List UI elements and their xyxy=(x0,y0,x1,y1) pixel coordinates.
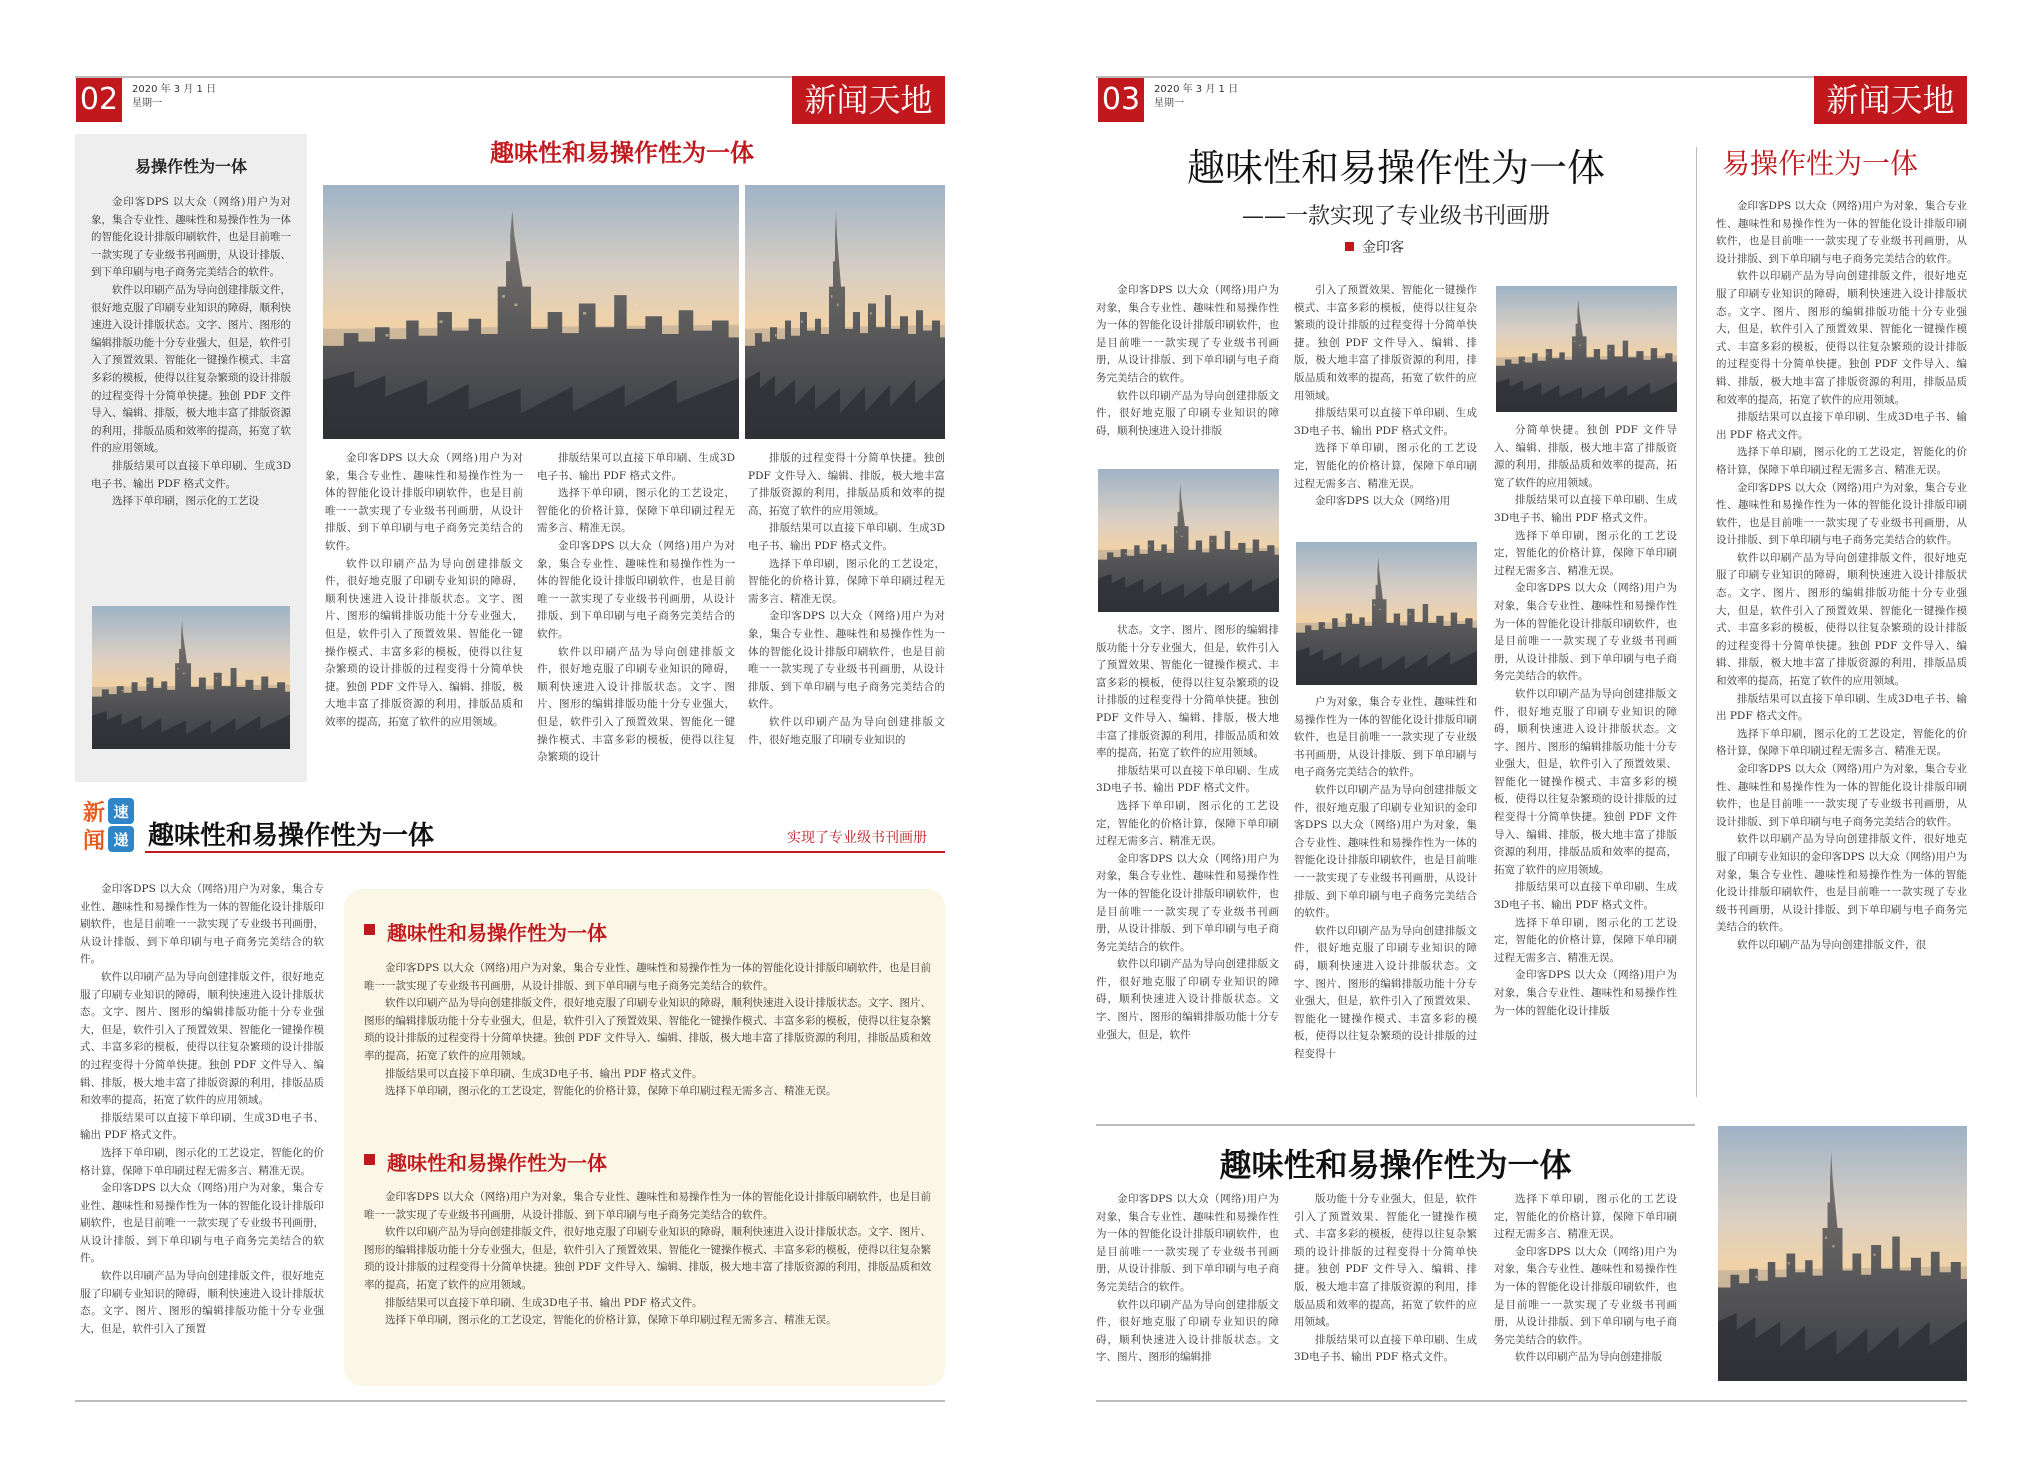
paragraph: 排版结果可以直接下单印刷、生成3D电子书、输出 PDF 格式文件。 xyxy=(748,522,945,552)
paragraph: 排版结果可以直接下单印刷、生成3D电子书、输出 PDF 格式文件。 xyxy=(1716,411,1967,441)
date-text: 2020 年 3 月 1 日 xyxy=(1154,84,1239,95)
article-column-3 xyxy=(1494,422,1677,1107)
news-express-logo xyxy=(80,796,138,854)
paragraph: 金印客DPS 以大众（网络)用户为对象，集合专业性、趣味性和易操作性为一体的智能化设计排版印刷软件，也是目前唯一一款实现了专业级书刊画册，从设计排版、到下单印刷与电子商务完美结合的软件。 xyxy=(80,883,324,966)
paragraph: 选择下单印刷，图示化的工艺设定，智能化的价格计算，保障下单印刷过程无需多言、精准无误。 xyxy=(1716,446,1967,476)
news-subtitle: 实现了专业级书刊画册 xyxy=(787,830,927,846)
bullet-square xyxy=(364,1154,375,1165)
sidebar-body xyxy=(91,194,291,572)
paragraph: 软件以印刷产品为导向创建排版文件，很好地克服了印刷专业知识的障碍，顺利快速进入设计排版状态。文字、图片、图形的编辑排版功能十分专业强大，但是，软件引入了预置效果、智能化一键操作模式、丰富多彩的模板，使得以往复杂繁琐的设计排版的过程变得十分简单快捷。独创 PDF 文件导入、编辑、排版，极大地丰富了排版资源的利用，排版品质和效率的提高，拓宽了软件的应用领域。 xyxy=(325,557,523,728)
bullet-square xyxy=(1345,242,1354,251)
paragraph: 软件以印刷产品为导向创建排版文件，很好地克服了印刷专业知识的障碍，顺利快速进入设计排版状态。文字、图片、图形的编辑排版功能十分专业强大，但是，软件引入了预置效果、智能化一键操作模式、丰富多彩的模板，使得以往复杂繁琐的设计排版的过程变得十分简单快捷。独创 PDF 文件导入、编辑、排版，极大地丰富了排版资源的利用，排版品质和效率的提高，拓宽了软件的应用领域。 xyxy=(364,997,931,1062)
paragraph: 排版的过程变得十分简单快捷。独创 PDF 文件导入、编辑、排版，极大地丰富了排版资源的利用，排版品质和效率的提高，拓宽了软件的应用领域。 xyxy=(748,452,945,517)
page-number: 03 xyxy=(1098,78,1144,122)
paragraph: 状态。文字、图片、图形的编辑排版功能十分专业强大，但是，软件引入了预置效果、智能化一键操作模式、丰富多彩的模板，使得以往复杂繁琐的设计排版的过程变得十分简单快捷。独创 PDF 文件导入、编辑、排版，极大地丰富了排版资源的利用，排版品质和效率的提高，拓宽了软件的应用领域。 xyxy=(1096,624,1279,760)
feature-title: 趣味性和易操作性为一体 xyxy=(387,1151,607,1175)
footer-rule xyxy=(75,1400,945,1402)
paragraph: 金印客DPS 以大众（网络)用户为对象，集合专业性、趣味性和易操作性为一体的智能化设计排版印刷软件，也是目前唯一一款实现了专业级书刊画册，从设计排版、到下单印刷与电子商务完美结合的软件。 xyxy=(1716,763,1967,828)
feature-title: 趣味性和易操作性为一体 xyxy=(387,921,607,945)
paragraph: 选择下单印刷，图示化的工艺设定，智能化的价格计算，保障下单印刷过程无需多言、精准无误。 xyxy=(1716,727,1967,758)
paragraph: 软件以印刷产品为导向创建排版文件，很好地克服了印刷专业知识的金印客DPS 以大众（网络)用户为对象，集合专业性、趣味性和易操作性为一体的智能化设计排版印刷软件，也是目前唯一一款实现了专业级书刊画册，从设计排版、到下单印刷与电子商务完美结合的软件。 xyxy=(1716,833,1967,934)
paragraph: 软件以印刷产品为导向创建排版文件，很好地克服了印刷专业知识的障碍，顺利快速进入设计排版 xyxy=(1096,389,1279,437)
paragraph: 软件以印刷产品为导向创建排版文件，很好地克服了印刷专业知识的障碍，顺利快速进入设计排版状态。文字、图片、图形的编辑排版功能十分专业强大，但是，软件引入了预置效果、智能化一键操作模式、丰富多彩的模板，使得以往复杂繁琐的设计排版的过程变得十分简单快捷。独创 PDF 文件导入、编辑、排版，极大地丰富了排版资源的利用，排版品质和效率的提高，拓宽了软件的应用领域。 xyxy=(1494,687,1677,876)
paragraph: 排版结果可以直接下单印刷、生成3D电子书、输出 PDF 格式文件。 xyxy=(1294,407,1477,437)
logo-char: 闻 xyxy=(82,829,106,854)
headline-subtitle: ——一款实现了专业级书刊画册 xyxy=(1241,204,1550,229)
city-photo xyxy=(745,185,945,439)
city-photo xyxy=(1098,469,1279,612)
paragraph: 软件以印刷产品为导向创建排版文件，很好地克服了印刷专业知识的障碍，顺利快速进入设计排版状态。文字、图片、图形的编辑排版功能十分专业强大，但是，软件引入了预置效果、智能化一键操作模式、丰富多彩的模板，使得以往复杂繁琐的设计排版的过程变得十分简单快捷。独创 PDF 文件导入、编辑、排版，极大地丰富了排版资源的利用，排版品质和效率的提高，拓宽了软件的应用领域。 xyxy=(80,970,324,1107)
paragraph: 排版结果可以直接下单印刷、生成3D电子书、输出 PDF 格式文件。 xyxy=(537,452,735,482)
bottom-column-1 xyxy=(1096,1191,1279,1387)
feature-body xyxy=(364,1189,931,1339)
paragraph: 软件以印刷产品为导向创建排版文件，很好地克服了印刷专业知识的障碍，顺利快速进入设计排版状态。文字、图片、图形的编辑排版功能十分专业强大，但是，软件引入了预置效果、智能化一键操作模式、丰富多彩的模板，使得以往复杂繁琐的设计排版的过程变得十分简单快捷。独创 PDF 文件导入、编辑、排版，极大地丰富了排版资源的利用，排版品质和效率的提高，拓宽了软件的应用领域。 xyxy=(91,283,291,455)
paragraph: 软件以印刷产品为导向创建排版文件，很好地克服了印刷专业知识的金印客DPS 以大众（网络)用户为对象，集合专业性、趣味性和易操作性为一体的智能化设计排版印刷软件，也是目前唯一一款实现了专业级书刊画册，从设计排版、到下单印刷与电子商务完美结合的软件。 xyxy=(1294,783,1477,920)
article-column-1a xyxy=(1096,282,1279,462)
paragraph: 排版结果可以直接下单印刷、生成3D电子书、输出 PDF 格式文件。 xyxy=(1096,764,1279,795)
section-title: 新闻天地 xyxy=(792,76,945,124)
page-number: 02 xyxy=(76,78,122,122)
paragraph: 金印客DPS 以大众（网络)用户为对象，集合专业性、趣味性和易操作性为一体的智能化设计排版印刷软件，也是目前唯一一款实现了专业级书刊画册，从设计排版、到下单印刷与电子商务完美结合的软件。 xyxy=(364,1191,931,1221)
paragraph: 选择下单印刷，图示化的工艺设定，智能化的价格计算，保障下单印刷过程无需多言、精准无误。 xyxy=(385,1085,837,1098)
paragraph: 软件以印刷产品为导向创建排版文件，很好地克服了印刷专业知识的障碍，顺利快速进入设计排版状态。文字、图片、图形的编辑排版功能十分专业强大，但是，软件引入了预置效果、智能化一键操作模式、丰富多彩的模板，使得以往复杂繁琐的设计排版的过程变得十分简单快捷。独创 PDF 文件导入、编辑、排版，极大地丰富了排版资源的利用，排版品质和效率的提高，拓宽了软件的应用领域。 xyxy=(1716,551,1967,688)
paragraph: 金印客DPS 以大众（网络)用户为对象，集合专业性、趣味性和易操作性为一体的智能化设计排版印刷软件，也是目前唯一一款实现了专业级书刊画册，从设计排版、到下单印刷与电子商务完美结合的软件。 xyxy=(91,196,291,279)
paragraph: 选择下单印刷，图示化的工艺设定，智能化的价格计算，保障下单印刷过程无需多言、精准无误。 xyxy=(748,557,945,605)
paragraph: 排版结果可以直接下单印刷、生成3D电子书、输出 PDF 格式文件。 xyxy=(91,459,291,490)
article-column-2a xyxy=(1294,282,1477,532)
side-title: 易操作性为一体 xyxy=(1722,147,1919,180)
article-column-1 xyxy=(325,450,523,770)
paragraph: 排版结果可以直接下单印刷、生成3D电子书、输出 PDF 格式文件。 xyxy=(385,1067,703,1080)
paragraph: 金印客DPS 以大众（网络)用户为对象，集合专业性、趣味性和易操作性为一体的智能化设计排版印刷软件，也是目前唯一一款实现了专业级书刊画册，从设计排版、到下单印刷与电子商务完美结合的软件。 xyxy=(364,962,931,992)
logo-char: 递 xyxy=(113,831,129,849)
paragraph: 排版结果可以直接下单印刷、生成3D电子书、输出 PDF 格式文件。 xyxy=(1294,1333,1477,1364)
news-rule xyxy=(145,851,945,853)
paragraph: 金印客DPS 以大众（网络)用户为对象，集合专业性、趣味性和易操作性为一体的智能化设计排版印刷软件，也是目前唯一一款实现了专业级书刊画册，从设计排版、到下单印刷与电子商务完美结合的软件。 xyxy=(1494,1245,1677,1346)
paragraph: 选择下单印刷，图示化的工艺设定，智能化的价格计算，保障下单印刷过程无需多言、精准无误。 xyxy=(1096,799,1279,848)
bottom-headline: 趣味性和易操作性为一体 xyxy=(1219,1146,1572,1184)
news-column xyxy=(80,881,324,1393)
paragraph: 软件以印刷产品为导向创建排版 xyxy=(1515,1351,1662,1364)
paragraph: 排版结果可以直接下单印刷、生成3D电子书、输出 PDF 格式文件。 xyxy=(385,1296,703,1309)
paragraph: 金印客DPS 以大众（网络)用户为对象，集合专业性、趣味性和易操作性为一体的智能化设计排版印刷软件，也是目前唯一一款实现了专业级书刊画册，从设计排版、到下单印刷与电子商务完美结合的软件。 xyxy=(537,539,735,640)
paragraph: 金印客DPS 以大众（网络)用户为对象，集合专业性、趣味性和易操作性为一体的智能化设计排版 xyxy=(1494,969,1677,1017)
side-column xyxy=(1716,198,1967,1111)
paragraph: 选择下单印刷，图示化的工艺设定，智能化的价格计算，保障下单印刷过程无需多言、精准无误。 xyxy=(1494,529,1677,577)
paragraph: 版功能十分专业强大，但是，软件引入了预置效果、智能化一键操作模式、丰富多彩的模板，使得以往复杂繁琐的设计排版的过程变得十分简单快捷。独创 PDF 文件导入、编辑、排版，极大地丰富了排版资源的利用，排版品质和效率的提高，拓宽了软件的应用领域。 xyxy=(1294,1193,1477,1329)
paragraph: 选择下单印刷，图示化的工艺设定，智能化的价格计算，保障下单印刷过程无需多言、精准无误。 xyxy=(80,1146,324,1177)
paragraph: 金印客DPS 以大众（网络)用户为对象，集合专业性、趣味性和易操作性为一体的智能化设计排版印刷软件，也是目前唯一一款实现了专业级书刊画册，从设计排版、到下单印刷与电子商务完美结合的软件。 xyxy=(1716,481,1967,547)
paragraph: 金印客DPS 以大众（网络)用户为对象，集合专业性、趣味性和易操作性为一体的智能化设计排版印刷软件，也是目前唯一一款实现了专业级书刊画册，从设计排版、到下单印刷与电子商务完美结合的软件。 xyxy=(80,1182,324,1265)
city-photo-large xyxy=(323,185,739,439)
paragraph: 软件以印刷产品为导向创建排版文件，很好地克服了印刷专业知识的障碍，顺利快速进入设计排版状态。文字、图片、图形的编辑排版功能十分专业强大，但是，软件引入了预置效果、智能化一键操作模式、丰富多彩的模板，使得以往复杂繁琐的设计排版的过程变得十 xyxy=(1294,924,1477,1060)
paragraph: 软件以印刷产品为导向创建排版文件，很 xyxy=(1737,938,1926,951)
paragraph: 选择下单印刷，图示化的工艺设定，智能化的价格计算，保障下单印刷过程无需多言、精准无误。 xyxy=(1494,1193,1677,1241)
feature-body xyxy=(364,960,931,1110)
news-title: 趣味性和易操作性为一体 xyxy=(148,821,435,851)
author-name: 金印客 xyxy=(1362,240,1404,256)
column-divider xyxy=(1696,147,1697,1097)
bottom-column-2 xyxy=(1294,1191,1477,1387)
paragraph: 分简单快捷。独创 PDF 文件导入、编辑、排版，极大地丰富了排版资源的利用，排版品质和效率的提高，拓宽了软件的应用领域。 xyxy=(1494,424,1677,489)
paragraph: 选择下单印刷，图示化的工艺设定，智能化的价格计算，保障下单印刷过程无需多言、精准无误。 xyxy=(537,487,735,535)
bullet-square xyxy=(364,924,375,935)
paragraph: 金印客DPS 以大众（网络)用户为对象，集合专业性、趣味性和易操作性为一体的智能化设计排版印刷软件，也是目前唯一一款实现了专业级书刊画册，从设计排版、到下单印刷与电子商务完美结合的软件。 xyxy=(748,610,945,711)
logo-char: 速 xyxy=(113,803,129,821)
paragraph: 选择下单印刷，图示化的工艺设定，智能化的价格计算，保障下单印刷过程无需多言、精准无误。 xyxy=(385,1314,837,1327)
paragraph: 软件以印刷产品为导向创建排版文件，很好地克服了印刷专业知识的障碍，顺利快速进入设计排版状态。文字、图片、图形的编辑排版功能十分专业强大，但是，软件引入了预置效果、智能化一键操作模式、丰富多彩的模板，使得以往复杂繁琐的设计排版的过程变得十分简单快捷。独创 PDF 文件导入、编辑、排版，极大地丰富了排版资源的利用，排版品质和效率的提高，拓宽了软件的应用领域。 xyxy=(364,1226,931,1291)
bottom-column-3 xyxy=(1494,1191,1677,1387)
section-title: 新闻天地 xyxy=(1814,76,1967,124)
weekday-text: 星期一 xyxy=(132,98,162,109)
paragraph: 金印客DPS 以大众（网络)用户为对象，集合专业性、趣味性和易操作性为一体的智能化设计排版印刷软件，也是目前唯一一款实现了专业级书刊画册，从设计排版、到下单印刷与电子商务完美结合的软件。 xyxy=(1494,582,1677,683)
paragraph: 排版结果可以直接下单印刷、生成3D电子书、输出 PDF 格式文件。 xyxy=(1716,692,1967,723)
paragraph: 金印客DPS 以大众（网络)用户为对象，集合专业性、趣味性和易操作性为一体的智能化设计排版印刷软件，也是目前唯一一款实现了专业级书刊画册，从设计排版、到下单印刷与电子商务完美结合的软件。 xyxy=(1096,852,1279,953)
paragraph: 排版结果可以直接下单印刷、生成3D电子书、输出 PDF 格式文件。 xyxy=(1494,881,1677,912)
city-photo xyxy=(1496,286,1677,412)
paragraph: 金印客DPS 以大众（网络)用户为对象，集合专业性、趣味性和易操作性为一体的智能化设计排版印刷软件，也是目前唯一一款实现了专业级书刊画册，从设计排版、到下单印刷与电子商务完美结合的软件。 xyxy=(1716,200,1967,265)
paragraph: 金印客DPS 以大众（网络)用户为对象，集合专业性、趣味性和易操作性为一体的智能化设计排版印刷软件，也是目前唯一一款实现了专业级书刊画册，从设计排版、到下单印刷与电子商务完美结合的软件。 xyxy=(1096,284,1279,384)
date-text: 2020 年 3 月 1 日 xyxy=(132,84,217,95)
main-headline: 趣味性和易操作性为一体 xyxy=(1186,146,1605,190)
paragraph: 软件以印刷产品为导向创建排版文件，很好地克服了印刷专业知识的障碍，顺利快速进入设计排版状态。文字、图片、图形的编辑排版功能十分专业强大，但是，软件引入了预置效果、智能化一键操作模式、丰富多彩的模板，使得以往复杂繁琐的设计 xyxy=(537,645,735,764)
paragraph: 软件以印刷产品为导向创建排版文件，很好地克服了印刷专业知识的障碍，顺利快速进入设计排版状态。文字、图片、图形的编辑排版功能十分专业强大，但是，软件引入了预置 xyxy=(80,1270,324,1335)
sidebar-title: 易操作性为一体 xyxy=(134,157,247,176)
paragraph: 引入了预置效果、智能化一键操作模式、丰富多彩的模板，使得以往复杂繁琐的设计排版的过程变得十分简单快捷。独创 PDF 文件导入、编辑、排版，极大地丰富了排版资源的利用，排版品质和效率的提高，拓宽了软件的应用领域。 xyxy=(1294,284,1477,402)
paragraph: 软件以印刷产品为导向创建排版文件，很好地克服了印刷专业知识的障碍，顺利快速进入设计排版状态。文字、图片、图形的编辑排版功能十分专业强大，但是，软件引入了预置效果、智能化一键操作模式、丰富多彩的模板，使得以往复杂繁琐的设计排版的过程变得十分简单快捷。独创 PDF 文件导入、编辑、排版，极大地丰富了排版资源的利用，排版品质和效率的提高，拓宽了软件的应用领域。 xyxy=(1716,270,1967,406)
paragraph: 选择下单印刷，图示化的工艺设定，智能化的价格计算，保障下单印刷过程无需多言、精准无误。 xyxy=(1294,442,1477,490)
paragraph: 软件以印刷产品为导向创建排版文件，很好地克服了印刷专业知识的 xyxy=(748,715,945,746)
paragraph: 金印客DPS 以大众（网络)用 xyxy=(1315,495,1451,508)
article-column-2 xyxy=(537,450,735,770)
article-title: 趣味性和易操作性为一体 xyxy=(490,139,754,167)
paragraph: 金印客DPS 以大众（网络)用户为对象，集合专业性、趣味性和易操作性为一体的智能化设计排版印刷软件，也是目前唯一一款实现了专业级书刊画册，从设计排版、到下单印刷与电子商务完美结合的软件。 xyxy=(325,452,523,552)
section-rule xyxy=(1096,1124,1695,1126)
city-photo xyxy=(92,606,290,749)
article-column-3 xyxy=(748,450,945,770)
paragraph: 选择下单印刷，图示化的工艺设 xyxy=(112,495,259,508)
paragraph: 软件以印刷产品为导向创建排版文件，很好地克服了印刷专业知识的障碍，顺利快速进入设计排版状态。文字、图片、图形的编辑排版功能十分专业强大，但是，软件 xyxy=(1096,958,1279,1041)
footer-rule xyxy=(1096,1400,1967,1402)
issue-date xyxy=(1154,83,1238,111)
paragraph: 排版结果可以直接下单印刷、生成3D电子书、输出 PDF 格式文件。 xyxy=(1494,494,1677,524)
paragraph: 户为对象，集合专业性、趣味性和易操作性为一体的智能化设计排版印刷软件，也是目前唯一一款实现了专业级书刊画册，从设计排版、到下单印刷与电子商务完美结合的软件。 xyxy=(1294,696,1477,779)
paragraph: 选择下单印刷，图示化的工艺设定，智能化的价格计算，保障下单印刷过程无需多言、精准无误。 xyxy=(1494,916,1677,964)
article-column-1b xyxy=(1096,622,1279,1107)
city-photo xyxy=(1296,542,1477,685)
city-photo xyxy=(1718,1126,1967,1381)
paragraph: 软件以印刷产品为导向创建排版文件，很好地克服了印刷专业知识的障碍，顺利快速进入设计排版状态。文字、图片、图形的编辑排 xyxy=(1096,1298,1279,1364)
paragraph: 排版结果可以直接下单印刷、生成3D电子书、输出 PDF 格式文件。 xyxy=(80,1111,324,1142)
issue-date xyxy=(132,83,216,111)
weekday-text: 星期一 xyxy=(1154,98,1184,109)
logo-char: 新 xyxy=(82,801,106,826)
paragraph: 金印客DPS 以大众（网络)用户为对象，集合专业性、趣味性和易操作性为一体的智能化设计排版印刷软件，也是目前唯一一款实现了专业级书刊画册，从设计排版、到下单印刷与电子商务完美结合的软件。 xyxy=(1096,1193,1279,1293)
article-column-2b xyxy=(1294,694,1477,1107)
